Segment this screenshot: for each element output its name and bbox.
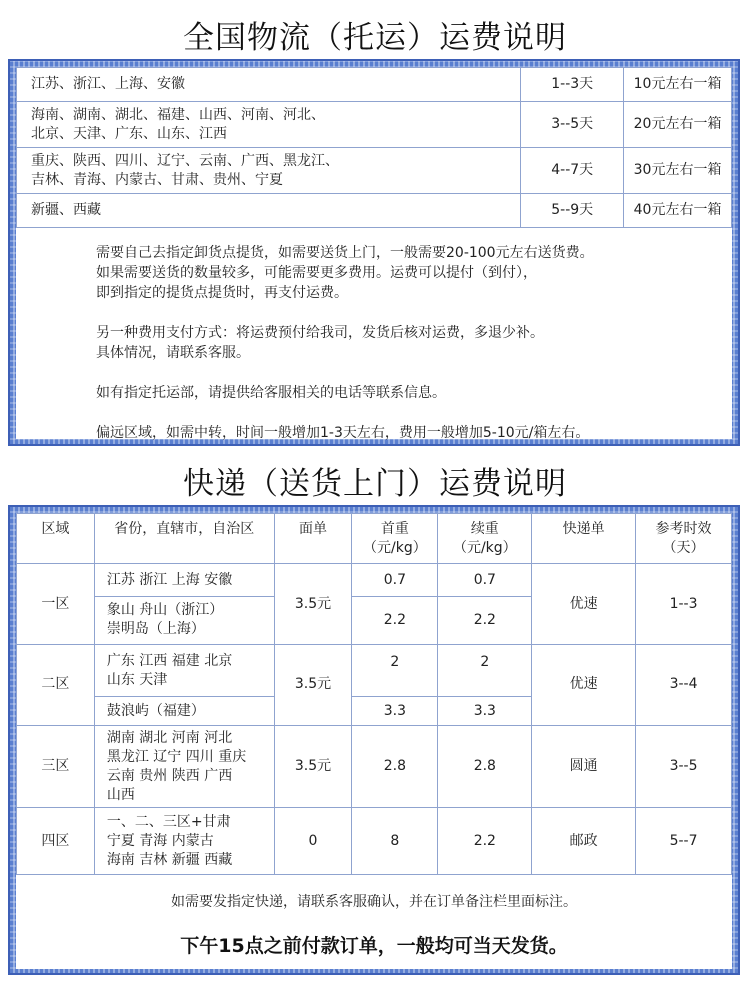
table-row — [17, 564, 732, 596]
note-line: 具体情况，请联系客服。 — [96, 345, 250, 361]
express-table — [16, 513, 732, 875]
header-continued-weight: 续重 （元/kg） — [438, 514, 532, 564]
courier-cell: 优速 — [532, 564, 636, 645]
table-row — [17, 194, 732, 228]
note-line: 需要自己去指定卸货点提货，如需要送货上门，一般需要20-100元左右送货费。 — [96, 245, 594, 261]
continued-weight-cell: 2.2 — [438, 596, 532, 644]
express-footer-bold: 下午15点之前付款订单，一般均可当天发货。 — [180, 935, 568, 957]
days-cell: 4--7天 — [521, 148, 624, 194]
first-weight-cell: 0.7 — [352, 564, 438, 596]
note-line: 偏远区域，如需中转，时间一般增加1-3天左右，费用一般增加5-10元/箱左右。 — [96, 425, 590, 441]
express-footer-note: 如需要发指定快递，请联系客服确认，并在订单备注栏里面标注。 — [171, 894, 577, 910]
table-row — [17, 68, 732, 102]
note-line: 如有指定托运部，请提供给客服相关的电话等联系信息。 — [96, 385, 446, 401]
table-row — [17, 725, 732, 808]
table-row — [17, 645, 732, 697]
header-courier: 快递单 — [532, 514, 636, 564]
header-provinces: 省份，直辖市，自治区 — [94, 514, 274, 564]
table-header-row — [17, 514, 732, 564]
courier-cell: 邮政 — [532, 808, 636, 875]
provinces-cell: 象山 舟山（浙江） 崇明岛（上海） — [94, 596, 274, 644]
region-cell: 江苏、浙江、上海、安徽 — [17, 68, 521, 102]
table-row — [17, 148, 732, 194]
provinces-cell: 江苏 浙江 上海 安徽 — [94, 564, 274, 596]
table-row — [17, 808, 732, 875]
first-weight-cell: 8 — [352, 808, 438, 875]
first-weight-cell: 2 — [352, 645, 438, 697]
days-cell: 1--3天 — [521, 68, 624, 102]
region-cell: 重庆、陕西、四川、辽宁、云南、广西、黑龙江、 吉林、青海、内蒙古、甘肃、贵州、宁夏 — [17, 148, 521, 194]
continued-weight-cell: 2.2 — [438, 808, 532, 875]
zone-cell: 三区 — [17, 725, 95, 808]
price-cell: 30元左右一箱 — [624, 148, 732, 194]
region-cell: 新疆、西藏 — [17, 194, 521, 228]
days-cell: 5--7 — [636, 808, 732, 875]
face-cell: 3.5元 — [274, 564, 352, 645]
express-panel — [8, 505, 740, 975]
logistics-table — [16, 67, 732, 228]
region-cell: 海南、湖南、湖北、福建、山西、河南、河北、 北京、天津、广东、山东、江西 — [17, 102, 521, 148]
zone-cell: 一区 — [17, 564, 95, 645]
days-cell: 3--5天 — [521, 102, 624, 148]
note-line: 即到指定的提货点提货时，再支付运费。 — [96, 285, 348, 301]
zone-cell: 二区 — [17, 645, 95, 726]
days-cell: 5--9天 — [521, 194, 624, 228]
days-cell: 3--5 — [636, 725, 732, 808]
note-line: 如果需要送货的数量较多，可能需要更多费用。运费可以提付（到付）， — [96, 265, 537, 281]
first-weight-cell: 2.2 — [352, 596, 438, 644]
logistics-panel — [8, 59, 740, 446]
face-cell: 0 — [274, 808, 352, 875]
face-cell: 3.5元 — [274, 725, 352, 808]
price-cell: 40元左右一箱 — [624, 194, 732, 228]
continued-weight-cell: 0.7 — [438, 564, 532, 596]
header-face: 面单 — [274, 514, 352, 564]
logistics-title: 全国物流（托运）运费说明 — [183, 20, 567, 56]
continued-weight-cell: 3.3 — [438, 697, 532, 725]
provinces-cell: 湖南 湖北 河南 河北 黑龙江 辽宁 四川 重庆 云南 贵州 陕西 广西 山西 — [94, 725, 274, 808]
note-line: 另一种费用支付方式：将运费预付给我司，发货后核对运费，多退少补。 — [96, 325, 544, 341]
first-weight-cell: 2.8 — [352, 725, 438, 808]
header-reference-time: 参考时效 （天） — [636, 514, 732, 564]
logistics-notes — [96, 243, 726, 443]
header-first-weight: 首重 （元/kg） — [352, 514, 438, 564]
days-cell: 1--3 — [636, 564, 732, 645]
continued-weight-cell: 2 — [438, 645, 532, 697]
header-zone: 区域 — [17, 514, 95, 564]
zone-cell: 四区 — [17, 808, 95, 875]
provinces-cell: 鼓浪屿（福建） — [94, 697, 274, 725]
days-cell: 3--4 — [636, 645, 732, 726]
express-title: 快递（送货上门）运费说明 — [183, 466, 567, 502]
provinces-cell: 一、二、三区+甘肃 宁夏 青海 内蒙古 海南 吉林 新疆 西藏 — [94, 808, 274, 875]
face-cell: 3.5元 — [274, 645, 352, 726]
first-weight-cell: 3.3 — [352, 697, 438, 725]
table-row — [17, 102, 732, 148]
courier-cell: 优速 — [532, 645, 636, 726]
continued-weight-cell: 2.8 — [438, 725, 532, 808]
price-cell: 10元左右一箱 — [624, 68, 732, 102]
provinces-cell: 广东 江西 福建 北京 山东 天津 — [94, 645, 274, 697]
courier-cell: 圆通 — [532, 725, 636, 808]
price-cell: 20元左右一箱 — [624, 102, 732, 148]
